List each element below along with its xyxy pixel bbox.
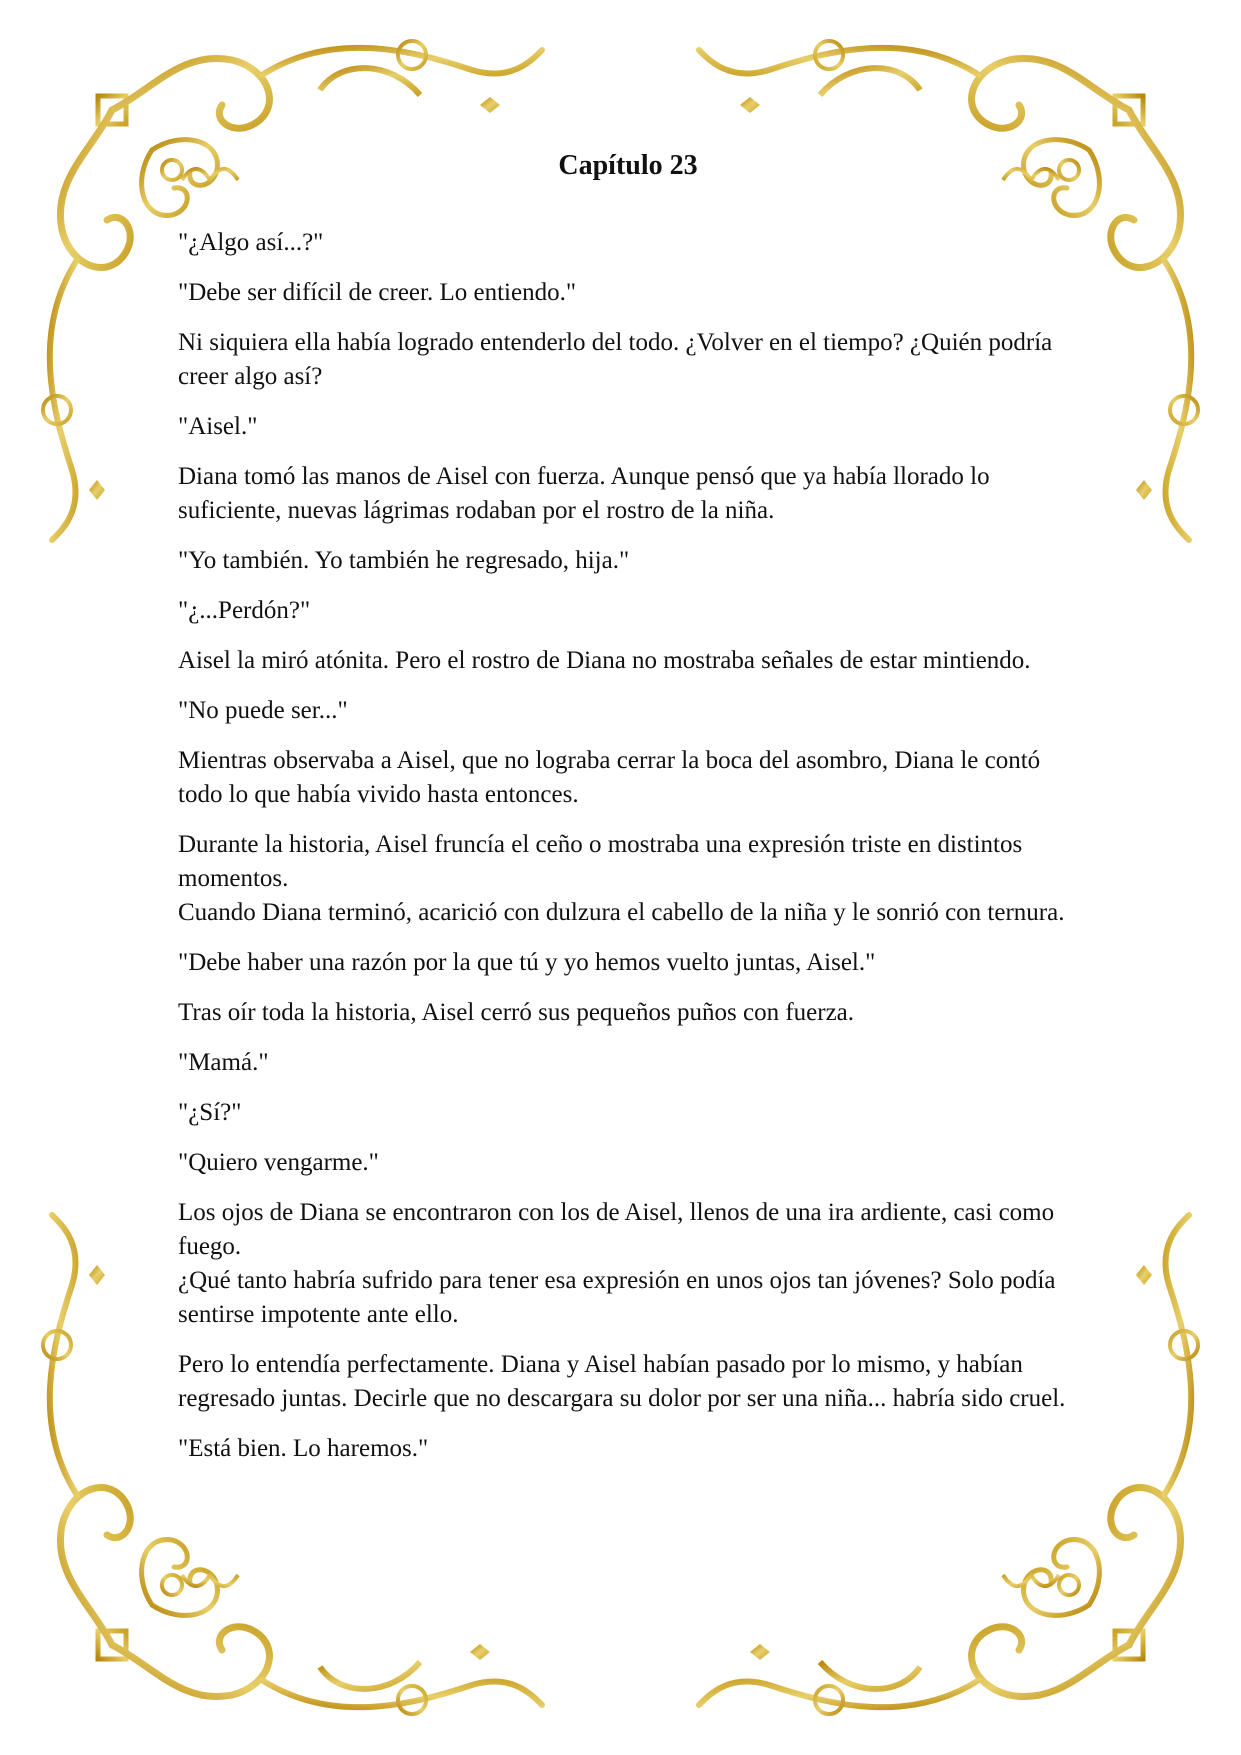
- paragraph: [178, 226, 1078, 260]
- paragraph-line: "Mamá.": [178, 1049, 269, 1076]
- paragraph-line: Mientras observaba a Aisel, que no lograba cerrar la boca del asombro, Diana le contó todo lo que había vivido hasta entonces.: [178, 747, 1041, 808]
- paragraph: [178, 1096, 1078, 1130]
- body-text: [178, 226, 1078, 1466]
- paragraph: [178, 1146, 1078, 1180]
- paragraph: [178, 544, 1078, 578]
- paragraph-line: "¿...Perdón?": [178, 597, 311, 624]
- paragraph: [178, 1348, 1078, 1416]
- paragraph: [178, 326, 1078, 394]
- paragraph-line: "¿Sí?": [178, 1099, 242, 1126]
- chapter-title: Capítulo 23: [558, 150, 698, 181]
- paragraph-line: "Debe haber una razón por la que tú y yo hemos vuelto juntas, Aisel.": [178, 949, 876, 976]
- paragraph-line: Pero lo entendía perfectamente. Diana y Aisel habían pasado por lo mismo, y habían regresado juntas. Decirle que no descargara su dolor por ser una niña... habría sido cruel.: [178, 1351, 1066, 1412]
- paragraph: [178, 460, 1078, 528]
- paragraph-line: Tras oír toda la historia, Aisel cerró sus pequeños puños con fuerza.: [178, 999, 855, 1026]
- paragraph-line: Cuando Diana terminó, acarició con dulzura el cabello de la niña y le sonrió con ternura.: [178, 899, 1065, 926]
- paragraph: [178, 694, 1078, 728]
- paragraph-line: Ni siquiera ella había logrado entenderlo del todo. ¿Volver en el tiempo? ¿Quién podría creer algo así?: [178, 329, 1053, 390]
- paragraph: [178, 996, 1078, 1030]
- paragraph: [178, 828, 1078, 930]
- page-content: [178, 146, 1078, 1482]
- paragraph: [178, 744, 1078, 812]
- paragraph: [178, 276, 1078, 310]
- paragraph-line: Aisel la miró atónita. Pero el rostro de Diana no mostraba señales de estar mintiendo.: [178, 647, 1031, 674]
- paragraph-line: Diana tomó las manos de Aisel con fuerza. Aunque pensó que ya había llorado lo suficiente, nuevas lágrimas rodaban por el rostro de la niña.: [178, 463, 990, 524]
- paragraph-line: "Aisel.": [178, 413, 258, 440]
- paragraph: [178, 1432, 1078, 1466]
- paragraph: [178, 644, 1078, 678]
- paragraph: [178, 594, 1078, 628]
- paragraph-line: Durante la historia, Aisel fruncía el ceño o mostraba una expresión triste en distintos momentos.: [178, 831, 1023, 892]
- paragraph-line: "Quiero vengarme.": [178, 1149, 379, 1176]
- paragraph: [178, 1046, 1078, 1080]
- paragraph-line: "Está bien. Lo haremos.": [178, 1435, 429, 1462]
- paragraph: [178, 410, 1078, 444]
- paragraph-line: "¿Algo así...?": [178, 229, 324, 256]
- paragraph-line: ¿Qué tanto habría sufrido para tener esa expresión en unos ojos tan jóvenes? Solo podía sentirse impotente ante ello.: [178, 1267, 1056, 1328]
- paragraph-line: "Yo también. Yo también he regresado, hija.": [178, 547, 630, 574]
- paragraph-line: Los ojos de Diana se encontraron con los de Aisel, llenos de una ira ardiente, casi como fuego.: [178, 1199, 1055, 1260]
- paragraph: [178, 1196, 1078, 1332]
- paragraph-line: "No puede ser...": [178, 697, 348, 724]
- paragraph-line: "Debe ser difícil de creer. Lo entiendo.": [178, 279, 577, 306]
- paragraph: [178, 946, 1078, 980]
